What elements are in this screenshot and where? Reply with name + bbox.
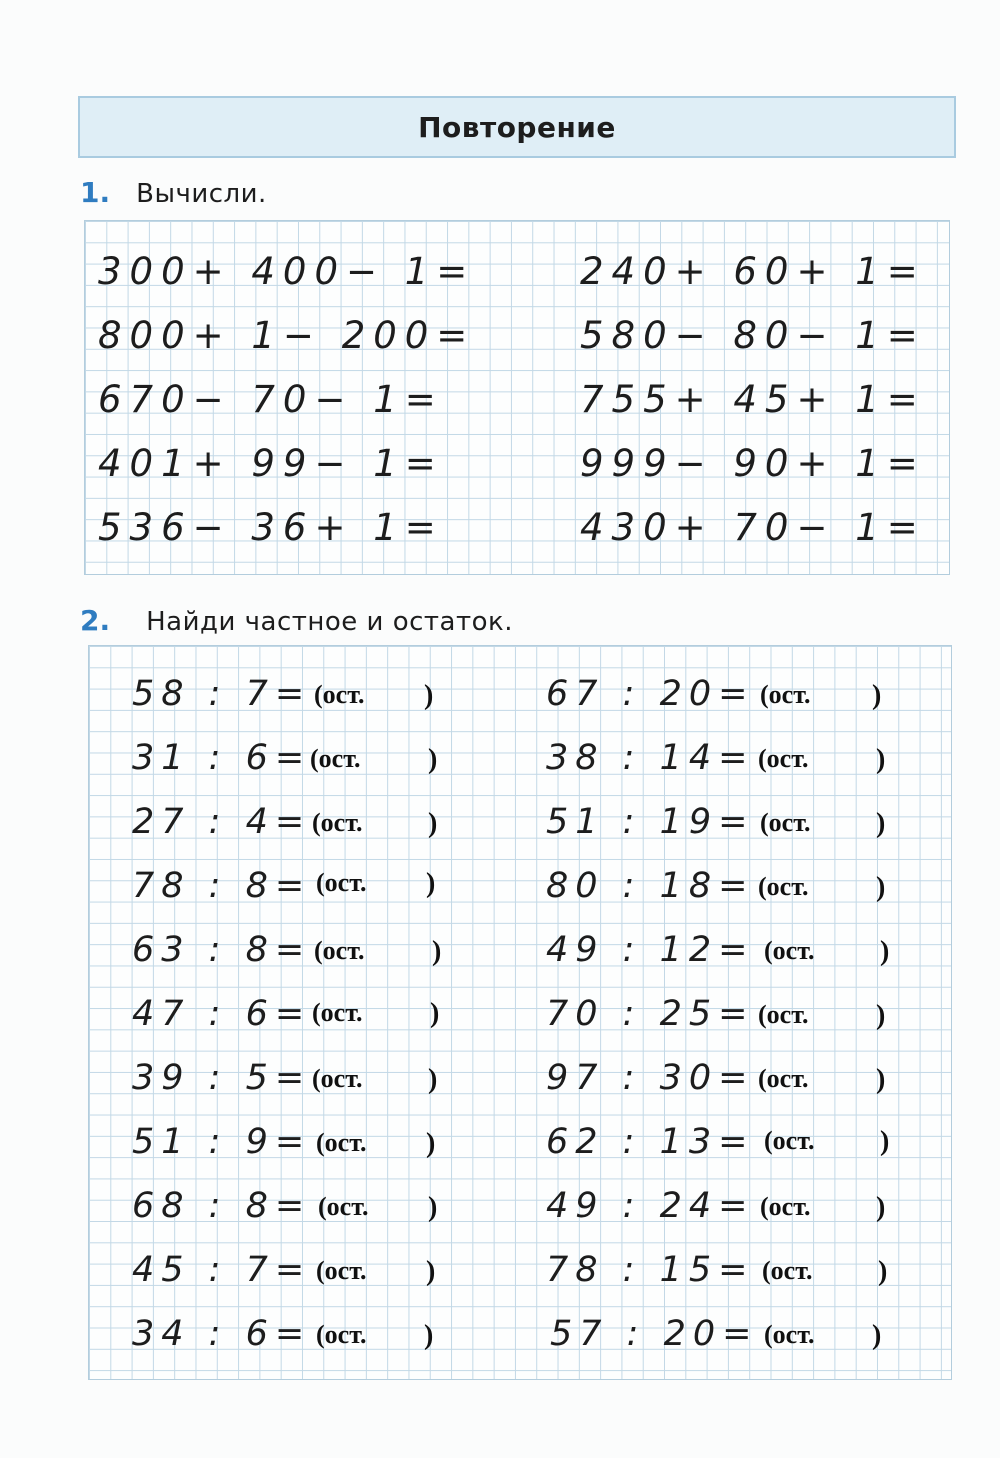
task1-expression: 240+ 60+ 1= xyxy=(580,250,926,293)
division-expression: 97 : 30= xyxy=(546,1058,755,1098)
close-paren: ) xyxy=(428,1064,438,1095)
division-expression: 51 : 19= xyxy=(546,802,755,842)
remainder-label: (ост. xyxy=(314,936,365,965)
remainder-label: (ост. xyxy=(316,868,367,897)
close-paren: ) xyxy=(424,1320,434,1351)
remainder-label: (ост. xyxy=(758,1064,809,1093)
remainder-label: (ост. xyxy=(758,744,809,773)
remainder-label: (ост. xyxy=(314,680,365,709)
remainder-label: (ост. xyxy=(316,1320,367,1349)
task1-expression: 580− 80− 1= xyxy=(580,314,926,357)
task1-expression: 670− 70− 1= xyxy=(98,378,444,421)
close-paren: ) xyxy=(876,1064,886,1095)
task1-expression: 755+ 45+ 1= xyxy=(580,378,926,421)
division-expression: 70 : 25= xyxy=(546,994,755,1034)
close-paren: ) xyxy=(872,680,882,711)
task1-expression: 536− 36+ 1= xyxy=(98,506,444,549)
close-paren: ) xyxy=(430,998,440,1029)
close-paren: ) xyxy=(876,1192,886,1223)
close-paren: ) xyxy=(428,1192,438,1223)
division-expression: 63 : 8= xyxy=(132,930,312,970)
close-paren: ) xyxy=(432,936,442,967)
remainder-label: (ост. xyxy=(318,1192,369,1221)
remainder-label: (ост. xyxy=(310,744,361,773)
close-paren: ) xyxy=(426,1128,436,1159)
header-banner xyxy=(78,96,956,158)
page-title: Повторение xyxy=(418,110,616,144)
remainder-label: (ост. xyxy=(312,1064,363,1093)
division-expression: 47 : 6= xyxy=(132,994,312,1034)
task2-number: 2. xyxy=(80,604,111,637)
close-paren: ) xyxy=(876,808,886,839)
task1-expression: 401+ 99− 1= xyxy=(98,442,444,485)
task1-expression: 430+ 70− 1= xyxy=(580,506,926,549)
division-expression: 68 : 8= xyxy=(132,1186,312,1226)
close-paren: ) xyxy=(428,808,438,839)
division-expression: 57 : 20= xyxy=(550,1314,759,1354)
close-paren: ) xyxy=(880,936,890,967)
division-expression: 78 : 8= xyxy=(132,866,312,906)
task1-expression: 999− 90+ 1= xyxy=(580,442,926,485)
division-expression: 62 : 13= xyxy=(546,1122,755,1162)
remainder-label: (ост. xyxy=(758,1000,809,1029)
remainder-label: (ост. xyxy=(764,936,815,965)
task1-heading xyxy=(80,176,267,209)
close-paren: ) xyxy=(876,744,886,775)
division-expression: 49 : 24= xyxy=(546,1186,755,1226)
division-expression: 38 : 14= xyxy=(546,738,755,778)
remainder-label: (ост. xyxy=(760,808,811,837)
remainder-label: (ост. xyxy=(316,1256,367,1285)
division-expression: 51 : 9= xyxy=(132,1122,312,1162)
division-expression: 49 : 12= xyxy=(546,930,755,970)
close-paren: ) xyxy=(880,1126,890,1157)
remainder-label: (ост. xyxy=(760,680,811,709)
division-expression: 78 : 15= xyxy=(546,1250,755,1290)
remainder-label: (ост. xyxy=(758,872,809,901)
remainder-label: (ост. xyxy=(312,998,363,1027)
task1-instruction: Вычисли. xyxy=(136,179,267,209)
remainder-label: (ост. xyxy=(764,1126,815,1155)
close-paren: ) xyxy=(426,1256,436,1287)
division-expression: 67 : 20= xyxy=(546,674,755,714)
close-paren: ) xyxy=(876,1000,886,1031)
task2-heading xyxy=(80,604,513,637)
remainder-label: (ост. xyxy=(760,1192,811,1221)
close-paren: ) xyxy=(878,1256,888,1287)
task1-expression: 800+ 1− 200= xyxy=(98,314,476,357)
close-paren: ) xyxy=(424,680,434,711)
task1-expression: 300+ 400− 1= xyxy=(98,250,476,293)
remainder-label: (ост. xyxy=(762,1256,813,1285)
division-expression: 27 : 4= xyxy=(132,802,312,842)
division-expression: 34 : 6= xyxy=(132,1314,312,1354)
task1-number: 1. xyxy=(80,176,111,209)
remainder-label: (ост. xyxy=(764,1320,815,1349)
remainder-label: (ост. xyxy=(316,1128,367,1157)
close-paren: ) xyxy=(872,1320,882,1351)
division-expression: 39 : 5= xyxy=(132,1058,312,1098)
division-expression: 58 : 7= xyxy=(132,674,312,714)
close-paren: ) xyxy=(876,872,886,903)
task2-instruction: Найди частное и остаток. xyxy=(146,607,514,637)
division-expression: 45 : 7= xyxy=(132,1250,312,1290)
remainder-label: (ост. xyxy=(312,808,363,837)
close-paren: ) xyxy=(426,868,436,899)
division-expression: 31 : 6= xyxy=(132,738,312,778)
close-paren: ) xyxy=(428,744,438,775)
division-expression: 80 : 18= xyxy=(546,866,755,906)
